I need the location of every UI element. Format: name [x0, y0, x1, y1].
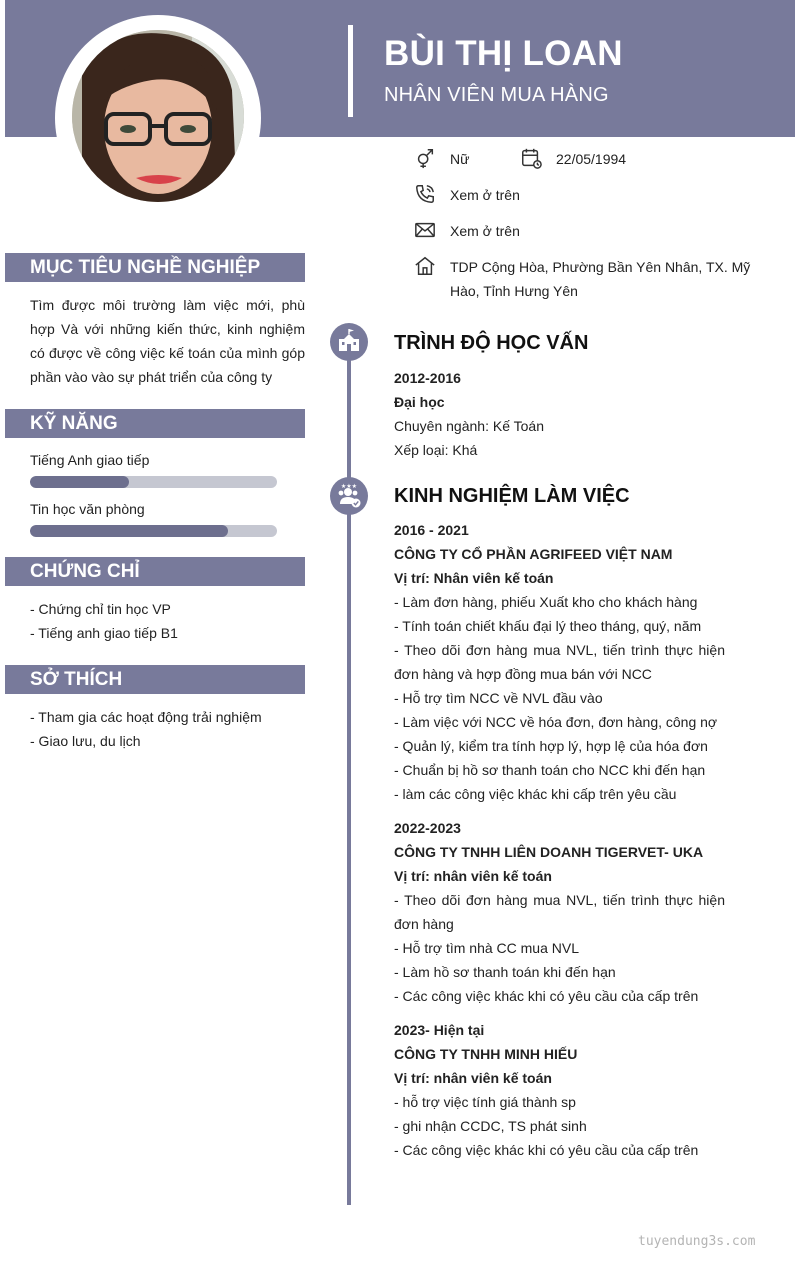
experience-badge [330, 477, 368, 515]
skill-fill [30, 476, 129, 488]
candidate-title: NHÂN VIÊN MUA HÀNG [384, 84, 609, 106]
education-block [394, 366, 725, 462]
email-row [414, 219, 520, 243]
list-item: - Tiếng anh giao tiếp B1 [30, 625, 178, 641]
mail-icon [414, 219, 436, 241]
gender-value: Nữ [450, 151, 470, 167]
email-value: Xem ở trên [450, 223, 520, 239]
team-icon [330, 477, 368, 515]
gender-icon [414, 147, 436, 169]
avatar [72, 30, 244, 202]
job-task: - Tính toán chiết khấu đại lý theo tháng, quý, năm [394, 618, 702, 634]
job-entry [394, 1018, 725, 1162]
job-period: 2016 - 2021 [394, 522, 469, 538]
home-icon [414, 255, 436, 277]
hobbies-list [30, 705, 262, 753]
job-task: - Chuẩn bị hồ sơ thanh toán cho NCC khi đến hạn [394, 762, 706, 778]
job-task: - Làm hồ sơ thanh toán khi đến hạn [394, 964, 616, 980]
education-heading: TRÌNH ĐỘ HỌC VẤN [394, 332, 589, 354]
job-task: - làm các công việc khác khi cấp trên yêu cầu [394, 786, 677, 802]
experience-block [394, 518, 725, 1162]
job-position: Vị trí: nhân viên kế toán [394, 1070, 552, 1086]
list-item: - Giao lưu, du lịch [30, 733, 141, 749]
job-task: - hỗ trợ việc tính giá thành sp [394, 1094, 576, 1110]
address-line-1: TDP Cộng Hòa, Phường Bần Yên Nhân, TX. Mỹ [450, 259, 751, 275]
birthday-value: 22/05/1994 [556, 151, 627, 167]
job-task: - Hỗ trợ tìm NCC về NVL đầu vào [394, 690, 603, 706]
job-task: - Các công việc khác khi có yêu cầu của cấp trên [394, 1142, 699, 1158]
skills-heading: KỸ NĂNG [5, 409, 305, 438]
skill-label-english: Tiếng Anh giao tiếp [30, 452, 150, 468]
certificates-heading: CHỨNG CHỈ [5, 557, 305, 586]
job-entry [394, 518, 725, 806]
job-company: CÔNG TY TNHH MINH HIẾU [394, 1046, 578, 1062]
certificates-list [30, 597, 178, 645]
list-item: - Tham gia các hoạt động trải nghiệm [30, 709, 262, 725]
skill-bar-office [30, 525, 277, 537]
skill-bar-english [30, 476, 277, 488]
education-level: Đại học [394, 394, 445, 410]
education-period: 2012-2016 [394, 370, 461, 386]
objective-heading: MỤC TIÊU NGHỀ NGHIỆP [5, 253, 305, 282]
experience-heading: KINH NGHIỆM LÀM VIỆC [394, 485, 630, 507]
job-task: - Làm việc với NCC về hóa đơn, đơn hàng, công nợ [394, 714, 718, 730]
phone-icon [414, 183, 436, 205]
job-task: - Theo dõi đơn hàng mua NVL, tiến trình thực hiện đơn hàng [394, 892, 725, 932]
hobbies-heading: SỞ THÍCH [5, 665, 305, 694]
job-task: - Theo dõi đơn hàng mua NVL, tiến trình thực hiện đơn hàng và hợp đồng mua bán với NCC [394, 642, 725, 682]
education-major: Chuyên ngành: Kế Toán [394, 418, 544, 434]
education-badge [330, 323, 368, 361]
job-period: 2022-2023 [394, 820, 461, 836]
job-task: - Các công việc khác khi có yêu cầu của cấp trên [394, 988, 699, 1004]
job-company: CÔNG TY CỔ PHẦN AGRIFEED VIỆT NAM [394, 546, 673, 562]
watermark: tuyendung3s.com [638, 1234, 756, 1249]
calendar-icon [520, 147, 542, 169]
job-task: - Hỗ trợ tìm nhà CC mua NVL [394, 940, 580, 956]
address-value [450, 255, 750, 303]
school-icon [330, 323, 368, 361]
address-line-2: Hào, Tỉnh Hưng Yên [450, 283, 578, 299]
job-entry [394, 816, 725, 1008]
job-position: Vị trí: Nhân viên kế toán [394, 570, 554, 586]
objective-text: Tìm được môi trường làm việc mới, phù hợp Và với những kiến thức, kinh nghiệm có được về công việc kế toán của mình góp phần vào vào sự phát triển của công ty [30, 297, 305, 385]
svg-text:★★★: ★★★ [340, 483, 358, 490]
address-row [414, 255, 750, 303]
job-company: CÔNG TY TNHH LIÊN DOANH TIGERVET- UKA [394, 844, 704, 860]
education-grade: Xếp loại: Khá [394, 442, 478, 458]
list-item: - Chứng chỉ tin học VP [30, 601, 171, 617]
candidate-name: BÙI THỊ LOAN [384, 34, 623, 73]
gender-row [414, 147, 626, 171]
phone-row [414, 183, 520, 207]
job-period: 2023- Hiện tại [394, 1022, 485, 1038]
job-position: Vị trí: nhân viên kế toán [394, 868, 552, 884]
name-divider [348, 25, 353, 117]
phone-value: Xem ở trên [450, 187, 520, 203]
job-task: - Quản lý, kiểm tra tính hợp lý, hợp lệ của hóa đơn [394, 738, 708, 754]
skill-fill [30, 525, 228, 537]
skill-label-office: Tin học văn phòng [30, 501, 145, 517]
job-task: - ghi nhận CCDC, TS phát sinh [394, 1118, 587, 1134]
job-task: - Làm đơn hàng, phiếu Xuất kho cho khách hàng [394, 594, 698, 610]
